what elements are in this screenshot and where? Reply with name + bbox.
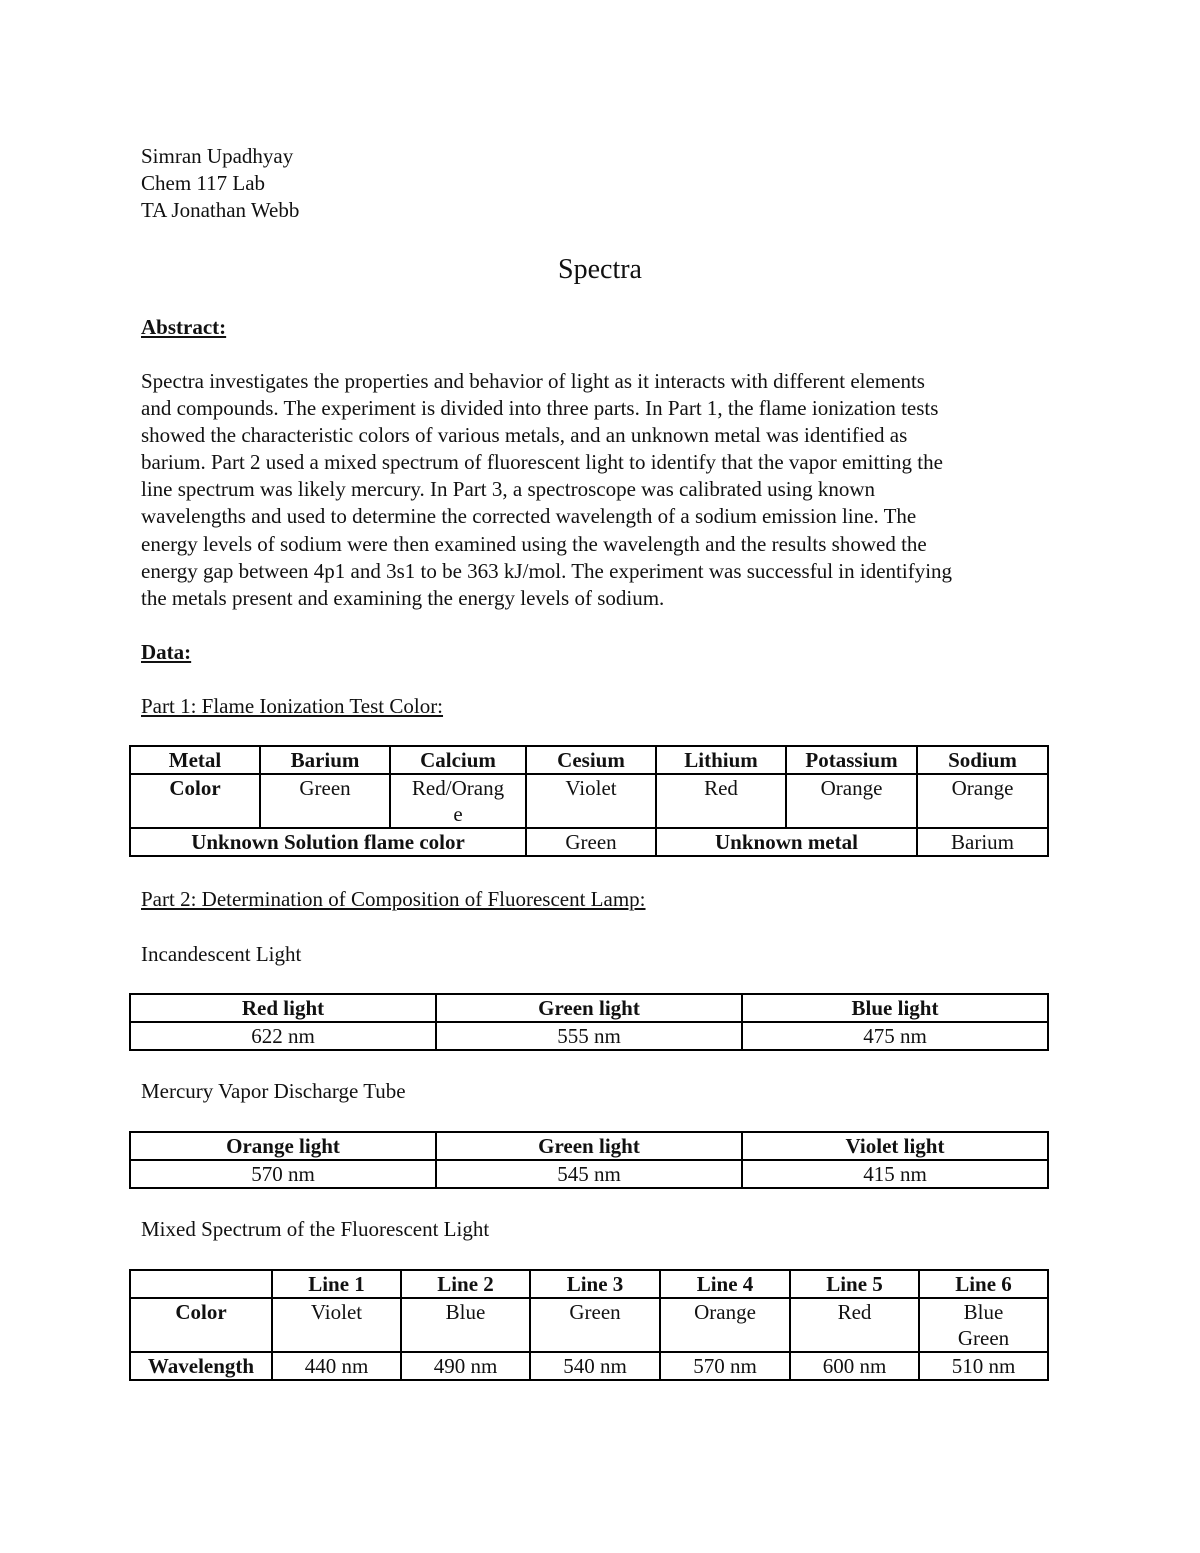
table-header-cell: Green light	[436, 1132, 742, 1160]
abstract-line: energy levels of sodium were then examined using the wavelength and the results showed the	[141, 531, 927, 556]
data-heading: Data:	[141, 640, 192, 664]
table-header-cell: Lithium	[656, 746, 786, 774]
table-cell: Violet	[272, 1298, 401, 1352]
table-cell: 440 nm	[272, 1352, 401, 1380]
course-name: Chem 117 Lab	[141, 171, 266, 195]
table-row	[130, 1298, 1048, 1352]
page-title: Spectra	[558, 254, 642, 285]
table-header-cell: Blue light	[742, 994, 1048, 1022]
abstract-line: barium. Part 2 used a mixed spectrum of fluorescent light to identify that the vapor emitting the	[141, 450, 943, 475]
table-cell: 570 nm	[130, 1160, 436, 1188]
table-row	[130, 1352, 1048, 1380]
table-cell: 510 nm	[919, 1352, 1048, 1380]
table-row	[130, 1132, 1048, 1160]
table-cell: Green	[260, 774, 390, 828]
incandescent-table	[129, 993, 1049, 1051]
mixed-spectrum-table	[129, 1269, 1049, 1381]
abstract-line: showed the characteristic colors of various metals, and an unknown metal was identified as	[141, 423, 908, 448]
table-row	[130, 1022, 1048, 1050]
table-header-cell: Potassium	[786, 746, 917, 774]
table-cell: Red/Orang e	[390, 774, 526, 828]
abstract-line: wavelengths and used to determine the corrected wavelength of a sodium emission line. The	[141, 504, 917, 529]
table-header-cell: Barium	[260, 746, 390, 774]
table-cell: 570 nm	[660, 1352, 790, 1380]
table-cell: Barium	[917, 828, 1048, 856]
table-header-cell: Line 6	[919, 1270, 1048, 1298]
table-cell: 545 nm	[436, 1160, 742, 1188]
table-header-cell: Line 5	[790, 1270, 919, 1298]
table-cell: 415 nm	[742, 1160, 1048, 1188]
table-cell: Unknown metal	[656, 828, 917, 856]
table-cell: Blue	[401, 1298, 530, 1352]
table-row	[130, 1270, 1048, 1298]
part1-caption: Part 1: Flame Ionization Test Color:	[141, 694, 444, 718]
abstract-line: line spectrum was likely mercury. In Part 3, a spectroscope was calibrated using known	[141, 477, 876, 502]
table-cell: Red	[790, 1298, 919, 1352]
mixed-spectrum-label: Mixed Spectrum of the Fluorescent Light	[141, 1217, 490, 1241]
table-header-cell: Line 3	[530, 1270, 660, 1298]
table-header-cell: Sodium	[917, 746, 1048, 774]
table-header-cell: Cesium	[526, 746, 656, 774]
table-row	[130, 774, 1048, 828]
incandescent-label: Incandescent Light	[141, 942, 302, 966]
table-cell: 475 nm	[742, 1022, 1048, 1050]
table-cell: 555 nm	[436, 1022, 742, 1050]
table-cell: Wavelength	[130, 1352, 272, 1380]
table-header-cell: Green light	[436, 994, 742, 1022]
abstract-line: and compounds. The experiment is divided into three parts. In Part 1, the flame ionization tests	[141, 396, 939, 421]
flame-test-table	[129, 745, 1049, 857]
table-header-cell: Orange light	[130, 1132, 436, 1160]
table-header-cell: Calcium	[390, 746, 526, 774]
table-cell: Violet	[526, 774, 656, 828]
abstract-heading: Abstract:	[141, 315, 227, 339]
abstract-line: the metals present and examining the energy levels of sodium.	[141, 585, 665, 610]
table-cell: Orange	[786, 774, 917, 828]
table-cell: Orange	[917, 774, 1048, 828]
table-cell: Color	[130, 774, 260, 828]
table-cell: Blue Green	[919, 1298, 1048, 1352]
table-header-cell: Line 1	[272, 1270, 401, 1298]
table-cell: Green	[530, 1298, 660, 1352]
table-cell: 540 nm	[530, 1352, 660, 1380]
table-row	[130, 828, 1048, 856]
table-header-cell: Line 2	[401, 1270, 530, 1298]
table-header-cell: Red light	[130, 994, 436, 1022]
table-header-cell: Line 4	[660, 1270, 790, 1298]
table-cell: Red	[656, 774, 786, 828]
abstract-line: Spectra investigates the properties and behavior of light as it interacts with different elements	[141, 369, 925, 393]
ta-name: TA Jonathan Webb	[141, 198, 300, 222]
table-row	[130, 1160, 1048, 1188]
author-name: Simran Upadhyay	[141, 144, 294, 168]
table-row	[130, 746, 1048, 774]
table-cell: 490 nm	[401, 1352, 530, 1380]
abstract-body	[141, 368, 1061, 612]
table-cell: 622 nm	[130, 1022, 436, 1050]
table-cell: 600 nm	[790, 1352, 919, 1380]
table-cell: Unknown Solution flame color	[130, 828, 526, 856]
table-header-cell: Metal	[130, 746, 260, 774]
table-header-cell: Violet light	[742, 1132, 1048, 1160]
table-cell: Green	[526, 828, 656, 856]
abstract-line: energy gap between 4p1 and 3s1 to be 363 kJ/mol. The experiment was successful in identifying	[141, 558, 953, 583]
part2-caption: Part 2: Determination of Composition of Fluorescent Lamp:	[141, 887, 646, 911]
table-cell: Orange	[660, 1298, 790, 1352]
mercury-table	[129, 1131, 1049, 1189]
mercury-label: Mercury Vapor Discharge Tube	[141, 1079, 406, 1103]
table-row	[130, 994, 1048, 1022]
table-cell: Color	[130, 1298, 272, 1352]
table-header-cell	[130, 1270, 272, 1298]
